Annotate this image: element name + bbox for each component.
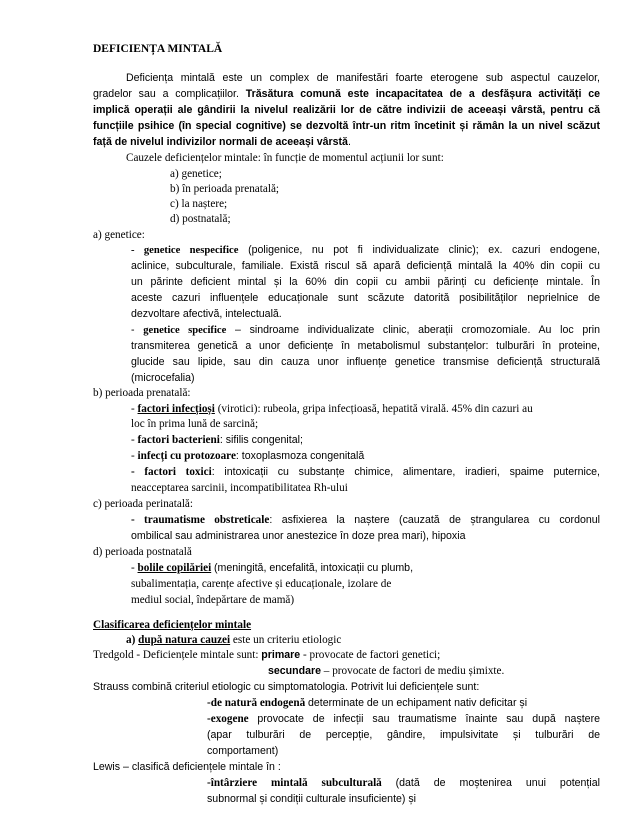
perinatal-trauma-line-1: - traumatisme obstreticale: asfixierea la naștere (cauzată de ștrangularea cu cordonul: [131, 514, 600, 526]
lewis-subcultural-line-1: -întârziere mintală subculturală (dată de moștenirea unui potențial: [207, 777, 600, 789]
causes-item: b) în perioada prenatală;: [170, 183, 280, 195]
strauss-exogenous-line-3: comportament): [207, 745, 279, 757]
genetic-nonspecific-line-5: dezvoltare afectivă, intelectuală.: [131, 308, 282, 320]
genetic-nonspecific-line-2: aclinice, subculturale, familiale. Există riscul să apară deficiență mintală la 40% din copii cu: [131, 260, 600, 272]
lewis-line: Lewis – clasifică deficiențele mintale în :: [93, 761, 281, 773]
causes-lead: Cauzele deficiențelor mintale: în funcție de momentul acțiunii lor sunt:: [126, 152, 444, 164]
genetic-specific-line-3: glucide sau lipide, sau din cauza unor influențe genetice transmise deficiență structurală: [131, 356, 600, 368]
prenatal-infectious-line-2: loc în prima lună de sarcină;: [131, 418, 259, 430]
tredgold-secondary-line: secundare – provocate de factori de mediu șimixte.: [268, 665, 505, 677]
section-genetic-heading: a) genetice:: [93, 229, 145, 241]
classification-heading: Clasificarea deficiențelor mintale: [93, 619, 252, 631]
intro-line-1: Deficiența mintală este un complex de manifestări foarte eterogene sub aspectul cauzelor,: [126, 72, 600, 84]
causes-item: c) la naștere;: [170, 198, 228, 210]
perinatal-trauma-line-2: ombilical sau administrarea unor anestezice în doze prea mari), hipoxia: [131, 530, 466, 542]
genetic-specific-line-4: (microcefalia): [131, 372, 195, 384]
intro-line-2: gradelor sau a complicațiilor. Trăsătura comună este incapacitatea de a desfășura activități ce: [93, 88, 600, 100]
prenatal-bacterial: - factori bacterieni: sifilis congenital;: [131, 434, 303, 446]
strauss-endogenous: -de natură endogenă determinate de un echipament nativ deficitar și: [207, 697, 528, 709]
prenatal-protozoa: - infecți cu protozoare: toxoplasmoza congenitală: [131, 450, 365, 462]
strauss-line: Strauss combină criteriul etiologic cu simptomatologia. Potrivit lui deficiențele sunt:: [93, 681, 480, 693]
lewis-subcultural-line-2: subnormal și condiții culturale insuficiente) și: [207, 793, 417, 805]
genetic-nonspecific-line-4: aceste cazuri influențele educaționale sunt scăzute datorită posibilităților neprielnice de: [131, 292, 600, 304]
postnatal-diseases-line-2: subalimentația, carențe afective și educaționale, izolare de: [131, 578, 392, 590]
postnatal-diseases-line-3: mediul social, îndepărtare de mamă): [131, 594, 295, 606]
strauss-exogenous-line-2: (apar tulburări de percepție, gândire, impulsivitate și tulburări de: [207, 729, 600, 741]
section-postnatal-heading: d) perioada postnatală: [93, 546, 192, 558]
genetic-specific-line-2: transmiterea genetică a unor deficiențe în metabolismul substanțelor: tulburări în proteine,: [131, 340, 600, 352]
tredgold-line: Tredgold - Deficiențele mintale sunt: primare - provocate de factori genetici;: [93, 649, 441, 661]
document-title: DEFICIENȚA MINTALĂ: [93, 43, 223, 55]
section-perinatal-heading: c) perioada perinatală:: [93, 498, 194, 510]
prenatal-toxic-line-1: - factori toxici: intoxicații cu substanțe chimice, alimentare, iradieri, spaime puternice,: [131, 466, 600, 478]
postnatal-diseases-line-1: - bolile copilăriei (meningită, encefalită, intoxicații cu plumb,: [131, 562, 414, 574]
genetic-nonspecific-line-3: un părinte deficient mintal și la 60% din copii cu ambii părinți cu deficiențe mintale. În: [131, 276, 600, 288]
causes-item: d) postnatală;: [170, 213, 231, 225]
causes-item: a) genetice;: [170, 168, 222, 180]
genetic-nonspecific-line-1: - genetice nespecifice (poligenice, nu pot fi individualizate clinic); ex. cazuri endogene,: [131, 244, 600, 256]
prenatal-infectious-line-1: - factori infecțioși (virotici): rubeola, gripa infecțioasă, hepatită virală. 45% din cazuri au: [131, 403, 533, 415]
genetic-specific-line-1: - genetice specifice – sindroame individualizate clinic, aberații cromozomiale. Au loc prin: [131, 324, 600, 336]
prenatal-toxic-line-2: neacceptarea sarcinii, incompatibilitatea Rh-ului: [131, 482, 348, 494]
classification-criterion-a: a) după natura cauzei este un criteriu etiologic: [126, 634, 342, 646]
strauss-exogenous-line-1: -exogene provocate de infecții sau traumatisme înainte sau după naștere: [207, 713, 600, 725]
intro-line-4: funcțiile psihice (în special cognitive) se dezvoltă într-un ritm încetinit și rămân la un nivel scăzut: [93, 120, 600, 132]
intro-line-3: implică operații ale gândirii la nivelul realizării lor de către indivizii de aceeași vârstă, pentru că: [93, 104, 600, 116]
section-prenatal-heading: b) perioada prenatală:: [93, 387, 191, 399]
intro-line-5: față de nivelul indivizilor normali de aceeași vârstă.: [93, 136, 351, 148]
